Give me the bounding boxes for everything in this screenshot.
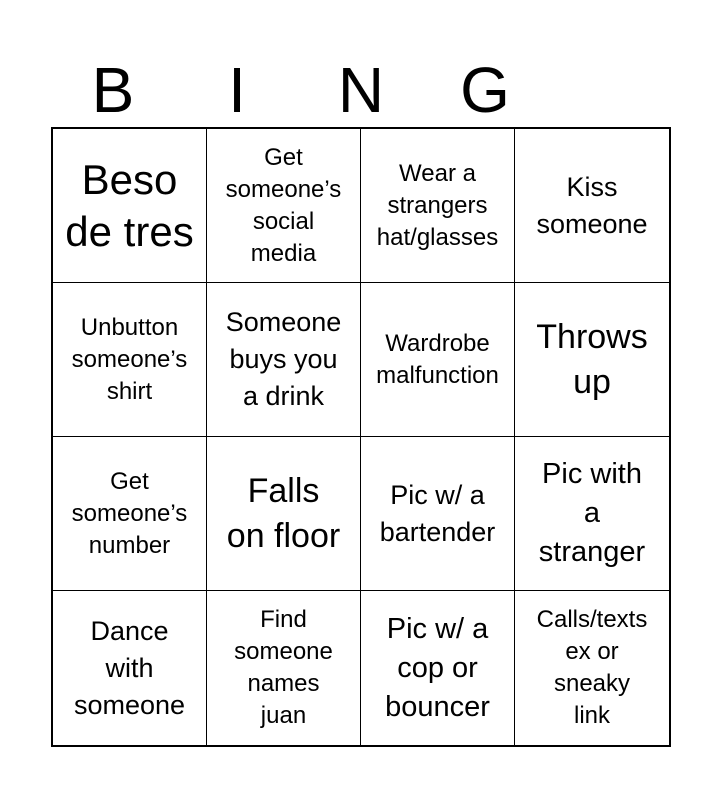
bingo-cell-r1c4[interactable] <box>515 129 669 283</box>
cell-label: Find someone names juan <box>234 606 333 729</box>
header-letter-i: I <box>228 54 246 126</box>
bingo-cell-r2c2[interactable] <box>207 283 361 437</box>
bingo-cell-r4c2[interactable] <box>207 591 361 745</box>
cell-label: Pic w/ a cop or bouncer <box>385 612 490 723</box>
cell-label: Beso de tres <box>65 155 194 255</box>
bingo-cell-r4c1[interactable] <box>53 591 207 745</box>
cell-label: Wear a strangers hat/glasses <box>376 159 499 251</box>
bingo-cell-r3c1[interactable] <box>53 437 207 591</box>
bingo-board <box>51 127 671 747</box>
bingo-header <box>51 55 671 125</box>
bingo-cell-r1c1[interactable] <box>53 129 207 283</box>
bingo-cell-r2c3[interactable] <box>361 283 515 437</box>
header-letter-g: G <box>460 54 510 126</box>
cell-label: Calls/texts ex or sneaky link <box>536 606 648 729</box>
cell-label: Wardrobe malfunction <box>376 329 499 389</box>
cell-label: Get someone’s social media <box>225 143 342 267</box>
bingo-cell-r3c2[interactable] <box>207 437 361 591</box>
bingo-cell-r1c3[interactable] <box>361 129 515 283</box>
header-letter-n: N <box>337 54 385 126</box>
cell-label: Dance with someone <box>73 615 186 720</box>
cell-label: Someone buys you a drink <box>225 307 342 411</box>
header-letter-b: B <box>91 54 135 126</box>
bingo-cell-r2c4[interactable] <box>515 283 669 437</box>
bingo-cell-r4c4[interactable] <box>515 591 669 745</box>
bingo-cell-r2c1[interactable] <box>53 283 207 437</box>
bingo-cell-r1c2[interactable] <box>207 129 361 283</box>
cell-label: Unbutton someone’s shirt <box>71 313 188 405</box>
cell-label: Kiss someone <box>536 171 648 239</box>
cell-label: Pic with a stranger <box>538 458 646 568</box>
cell-label: Get someone’s number <box>71 467 188 559</box>
bingo-cell-r3c3[interactable] <box>361 437 515 591</box>
bingo-cell-r3c4[interactable] <box>515 437 669 591</box>
cell-label: Falls on floor <box>226 471 341 555</box>
cell-label: Pic w/ a bartender <box>379 479 496 547</box>
cell-label: Throws up <box>536 317 648 401</box>
bingo-cell-r4c3[interactable] <box>361 591 515 745</box>
